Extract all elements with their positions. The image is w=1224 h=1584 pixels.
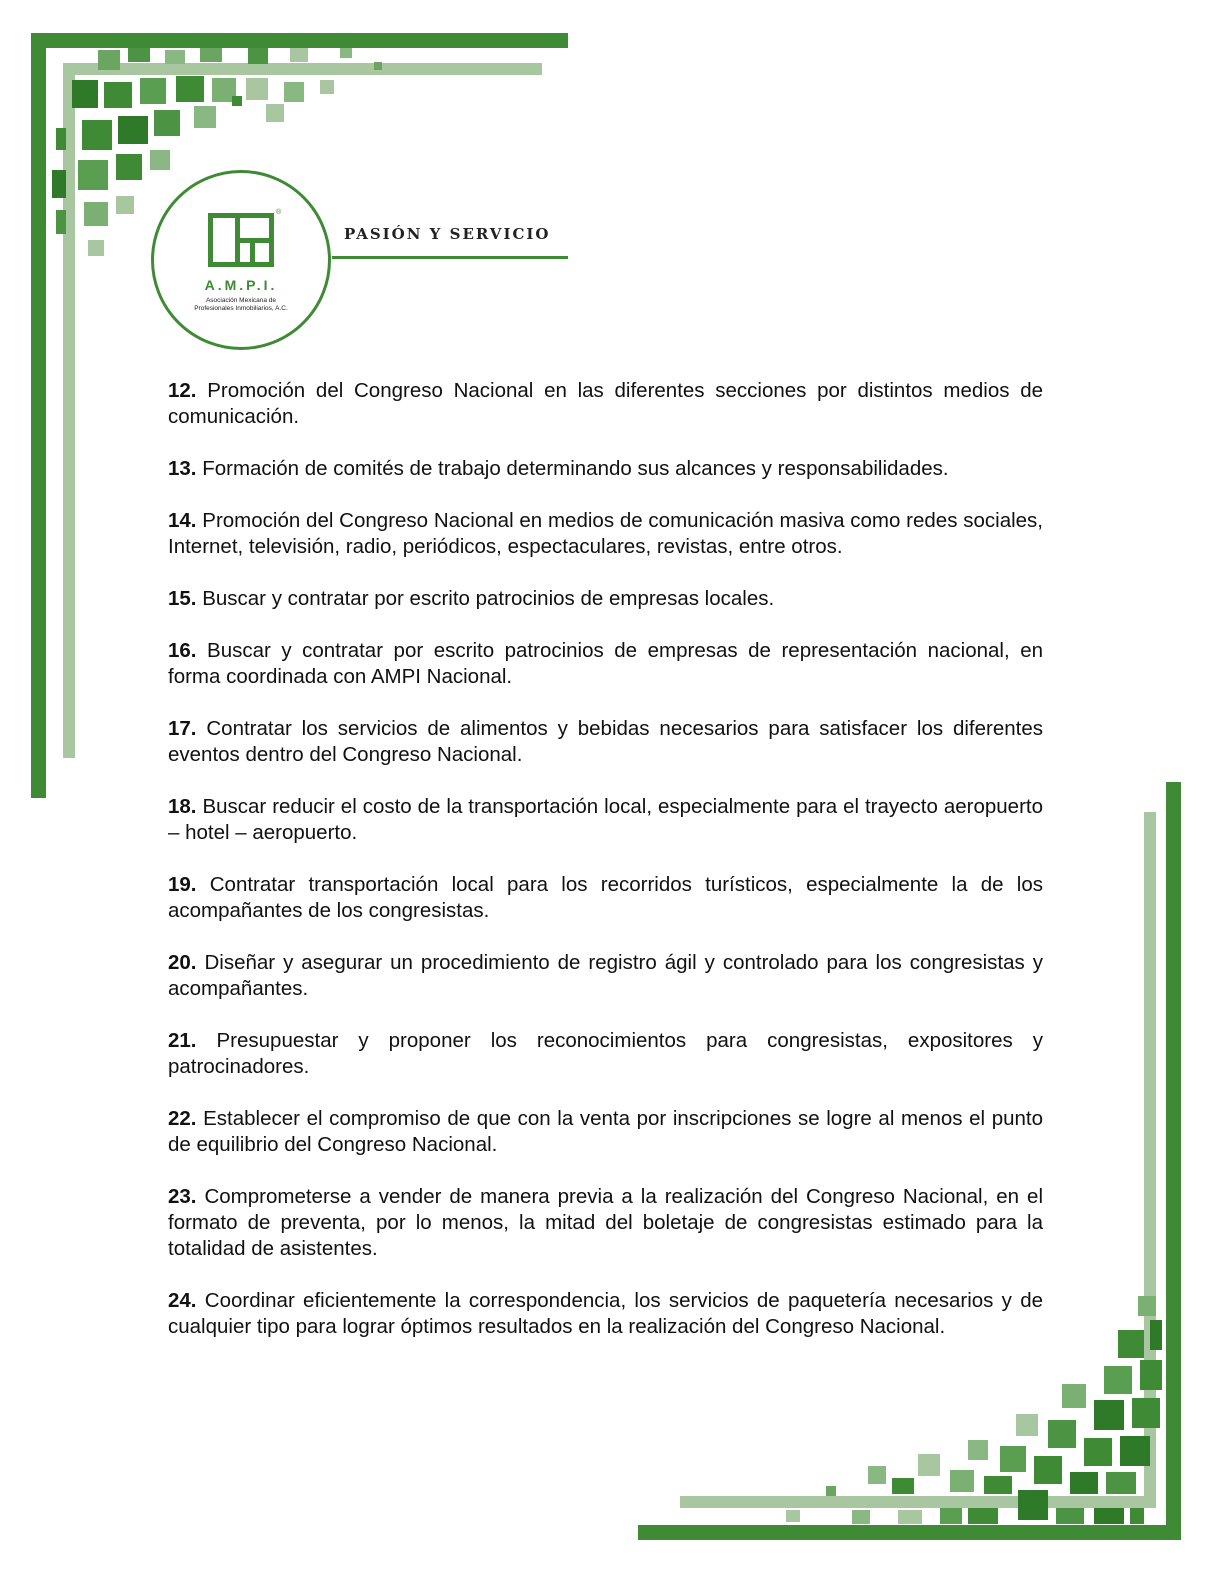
frame-right-bar [1166, 782, 1181, 1540]
list-item: 12. Promoción del Congreso Nacional en las diferentes secciones por distintos medios de comunicación. [168, 379, 1043, 428]
list-item: 24. Coordinar eficientemente la correspondencia, los servicios de paquetería necesarios y de cualquier tipo para lograr óptimos resultados en la realización del Congreso Nacional. [168, 1289, 1043, 1338]
logo-name: A.M.P.I. [204, 277, 278, 293]
list-item: 13. Formación de comités de trabajo determinando sus alcances y responsabilidades. [168, 457, 949, 480]
list-item: 16. Buscar y contratar por escrito patrocinios de empresas de representación nacional, en forma coordinada con AMPI Nacional. [168, 639, 1043, 688]
list-item: 18. Buscar reducir el costo de la transportación local, especialmente para el trayecto aeropuerto – hotel – aeropuerto. [168, 795, 1043, 844]
list-item: 21. Presupuestar y proponer los reconocimientos para congresistas, expositores y patrocinadores. [168, 1029, 1043, 1078]
frame-left-bar [31, 33, 46, 798]
list-item: 22. Establecer el compromiso de que con la venta por inscripciones se logre al menos el punto de equilibrio del Congreso Nacional. [168, 1107, 1043, 1156]
list-item: 23. Comprometerse a vender de manera previa a la realización del Congreso Nacional, en el formato de preventa, por lo menos, la mitad del boletaje de congresistas estimado para la totalidad de asistentes. [168, 1185, 1043, 1260]
logo-subtitle: Asociación Mexicana de Profesionales Inmobiliarios, A.C. [194, 297, 288, 312]
frame-top-bar [31, 33, 568, 48]
list-item: 17. Contratar los servicios de alimentos y bebidas necesarios para satisfacer los diferentes eventos dentro del Congreso Nacional. [168, 717, 1043, 766]
frame-inner-left-bar [63, 63, 75, 758]
frame-inner-bottom-bar [680, 1496, 1156, 1508]
list-item: 14. Promoción del Congreso Nacional en medios de comunicación masiva como redes sociales, Internet, televisión, radio, periódicos, espectaculares, revistas, entre otros. [168, 509, 1043, 558]
item-list [168, 378, 1043, 1366]
registered-mark: ® [276, 209, 282, 216]
frame-bottom-bar [638, 1525, 1181, 1540]
ampi-logo [151, 170, 331, 350]
tagline-underline [332, 256, 568, 259]
list-item: 20. Diseñar y asegurar un procedimiento de registro ágil y controlado para los congresistas y acompañantes. [168, 951, 1043, 1000]
list-item: 15. Buscar y contratar por escrito patrocinios de empresas locales. [168, 587, 775, 610]
tagline: PASIÓN Y SERVICIO [344, 225, 551, 243]
list-item: 19. Contratar transportación local para los recorridos turísticos, especialmente la de los acompañantes de los congresistas. [168, 873, 1043, 922]
frame-inner-top-bar [63, 63, 542, 75]
ampi-emblem-icon [208, 213, 274, 267]
